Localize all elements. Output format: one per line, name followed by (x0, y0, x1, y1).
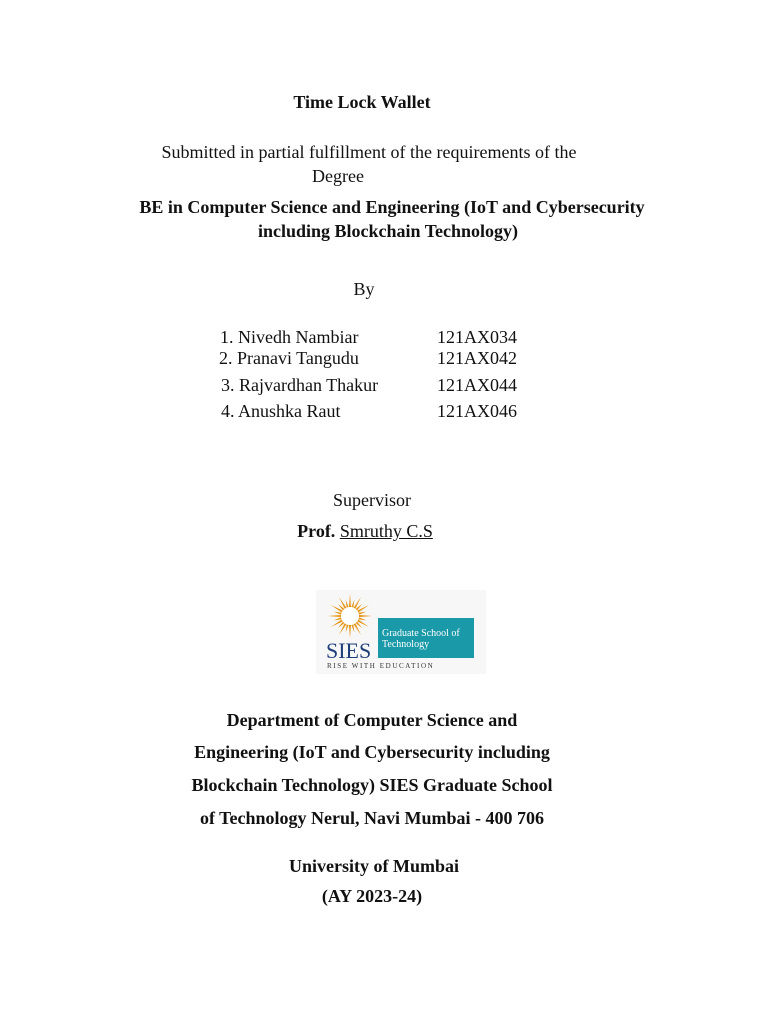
supervisor-prefix: Prof. (297, 521, 336, 541)
member-roll: 121AX046 (437, 401, 517, 421)
degree-line-2: including Blockchain Technology) (257, 221, 519, 241)
academic-year: (AY 2023-24) (321, 886, 423, 906)
submission-line-1: Submitted in partial fulfillment of the requirements of the (161, 142, 577, 162)
degree-line-1: BE in Computer Science and Engineering (IoT and Cybersecurity (139, 197, 645, 217)
sun-center (341, 607, 359, 625)
member-name: 2. Pranavi Tangudu (219, 348, 359, 368)
logo-brand: SIES (326, 638, 372, 663)
member-row (0, 401, 768, 425)
logo-tagline: RISE WITH EDUCATION (327, 662, 435, 670)
member-roll: 121AX034 (437, 327, 517, 347)
member-name: 3. Rajvardhan Thakur (221, 375, 379, 395)
sies-logo-graphic (316, 590, 486, 674)
department-line-1: Department of Computer Science and (226, 710, 518, 730)
supervisor-label: Supervisor (333, 490, 411, 510)
supervisor-name: Smruthy C.S (339, 521, 433, 541)
member-name: 1. Nivedh Nambiar (220, 327, 359, 347)
document-title: Time Lock Wallet (293, 92, 431, 112)
university-name: University of Mumbai (289, 856, 459, 876)
logo-school-line-1: Graduate School of (382, 628, 460, 639)
by-label: By (353, 279, 375, 299)
member-row (0, 375, 768, 399)
member-name: 4. Anushka Raut (221, 401, 341, 421)
submission-line-2: Degree (312, 166, 364, 186)
member-roll: 121AX042 (437, 348, 517, 368)
member-roll: 121AX044 (437, 375, 517, 395)
logo-school-line-2: Technology (382, 639, 430, 650)
department-line-3: Blockchain Technology) SIES Graduate School (191, 775, 553, 795)
department-line-2: Engineering (IoT and Cybersecurity including (194, 742, 550, 762)
department-line-4: of Technology Nerul, Navi Mumbai - 400 706 (199, 808, 545, 828)
sies-logo (316, 590, 486, 674)
member-row (0, 348, 768, 372)
supervisor-line (297, 521, 433, 542)
